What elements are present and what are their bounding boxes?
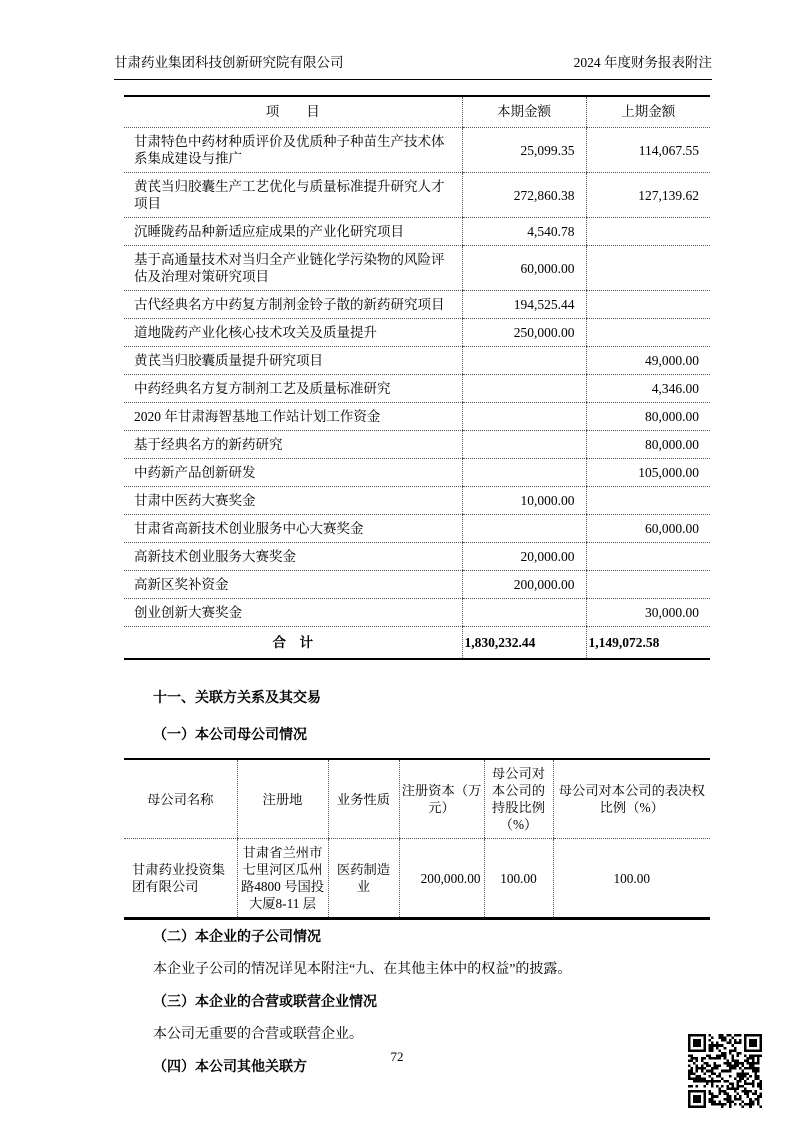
subsection-heading-joint-ventures: （三）本企业的合营或联营企业情况 [153,995,377,1010]
prior-amount-cell [586,246,710,291]
table-row [124,173,710,218]
col-header-current-amount: 本期金额 [462,96,586,128]
current-amount-cell [462,599,586,627]
prior-amount-cell: 80,000.00 [586,431,710,459]
parent-name-cell: 甘肃药业投资集团有限公司 [132,862,226,894]
prior-amount-cell: 127,139.62 [586,173,710,218]
grants-table-body [124,128,710,627]
prior-amount-cell: 114,067.55 [586,128,710,173]
table-row [124,543,710,571]
current-amount-cell [462,403,586,431]
current-amount-cell: 25,099.35 [462,128,586,173]
table-row [124,571,710,599]
item-cell: 基于经典名方的新药研究 [124,431,462,459]
current-amount-cell [462,375,586,403]
item-cell: 高新区奖补资金 [124,571,462,599]
prior-amount-cell [586,487,710,515]
prior-amount-cell [586,218,710,246]
total-label: 合 计 [272,635,313,650]
total-prior-amount: 1,149,072.58 [586,627,710,660]
col-header-prior-amount: 上期金额 [586,96,710,128]
subsection-heading-other-related-parties: （四）本公司其他关联方 [153,1060,307,1075]
table-row [124,375,710,403]
subsection-heading-parent-company: （一）本公司母公司情况 [153,728,307,743]
table-row [124,599,710,627]
col-header-registered-capital: 注册资本（万元） [399,759,484,839]
document-header [114,54,712,71]
col-header-business-nature: 业务性质 [328,759,399,839]
col-header-registered-location: 注册地 [237,759,328,839]
item-cell: 高新技术创业服务大赛奖金 [124,543,462,571]
header-report-title: 2024 年度财务报表附注 [573,55,712,70]
current-amount-cell [462,347,586,375]
table-row [124,128,710,173]
table-row [124,515,710,543]
current-amount-cell: 272,860.38 [462,173,586,218]
item-cell: 沉睡陇药品种新适应症成果的产业化研究项目 [124,218,462,246]
item-cell: 基于高通量技术对当归全产业链化学污染物的风险评估及治理对策研究项目 [124,246,462,291]
current-amount-cell [462,459,586,487]
table-row [124,487,710,515]
parent-capital-cell: 200,000.00 [399,839,484,919]
parent-company-row [124,839,710,919]
current-amount-cell: 10,000.00 [462,487,586,515]
grants-table [124,95,710,660]
table-row [124,347,710,375]
item-cell: 中药经典名方复方制剂工艺及质量标准研究 [124,375,462,403]
current-amount-cell: 60,000.00 [462,246,586,291]
item-cell: 2020 年甘肃海智基地工作站计划工作资金 [124,403,462,431]
prior-amount-cell: 30,000.00 [586,599,710,627]
prior-amount-cell: 4,346.00 [586,375,710,403]
table-row [124,459,710,487]
prior-amount-cell [586,319,710,347]
current-amount-cell: 200,000.00 [462,571,586,599]
item-cell: 黄芪当归胶囊生产工艺优化与质量标准提升研究人才项目 [124,173,462,218]
col-header-item: 项 目 [124,96,462,128]
prior-amount-cell: 60,000.00 [586,515,710,543]
joint-ventures-paragraph: 本公司无重要的合营或联营企业。 [153,1027,363,1042]
parent-company-table [124,758,710,920]
table-row [124,291,710,319]
table-row [124,403,710,431]
current-amount-cell: 194,525.44 [462,291,586,319]
subsection-heading-subsidiaries: （二）本企业的子公司情况 [153,930,321,945]
item-cell: 甘肃省高新技术创业服务中心大赛奖金 [124,515,462,543]
col-header-parent-name: 母公司名称 [124,759,237,839]
prior-amount-cell: 80,000.00 [586,403,710,431]
parent-shareholding-cell: 100.00 [484,839,553,919]
item-cell: 道地陇药产业化核心技术攻关及质量提升 [124,319,462,347]
total-current-amount: 1,830,232.44 [462,627,586,660]
item-cell: 古代经典名方中药复方制剂金铃子散的新药研究项目 [124,291,462,319]
parent-business-cell: 医药制造业 [328,839,399,919]
table-row [124,246,710,291]
prior-amount-cell [586,543,710,571]
item-cell: 甘肃特色中药材种质评价及优质种子种苗生产技术体系集成建设与推广 [124,128,462,173]
current-amount-cell: 20,000.00 [462,543,586,571]
grants-total-row [124,627,710,660]
current-amount-cell: 250,000.00 [462,319,586,347]
prior-amount-cell [586,291,710,319]
prior-amount-cell: 49,000.00 [586,347,710,375]
current-amount-cell [462,431,586,459]
item-cell: 创业创新大赛奖金 [124,599,462,627]
header-company-name: 甘肃药业集团科技创新研究院有限公司 [114,55,344,70]
table-row [124,431,710,459]
col-header-voting-ratio: 母公司对本公司的表决权比例（%） [553,759,710,839]
table-row [124,319,710,347]
subsidiaries-paragraph: 本企业子公司的情况详见本附注“九、在其他主体中的权益”的披露。 [153,962,572,977]
page-number: 72 [390,1049,404,1064]
current-amount-cell [462,515,586,543]
prior-amount-cell: 105,000.00 [586,459,710,487]
grants-header-row [124,96,710,128]
item-cell: 中药新产品创新研发 [124,459,462,487]
header-divider [114,79,712,80]
parent-voting-cell: 100.00 [553,839,710,919]
table-row [124,218,710,246]
qr-code [688,1034,762,1108]
section-heading-related-parties: 十一、关联方关系及其交易 [153,691,321,706]
current-amount-cell: 4,540.78 [462,218,586,246]
parent-location-cell: 甘肃省兰州市七里河区瓜州路4800 号国投大厦8-11 层 [237,839,328,919]
parent-table-header-row [124,759,710,839]
col-header-shareholding-ratio: 母公司对本公司的持股比例（%） [484,759,553,839]
item-cell: 黄芪当归胶囊质量提升研究项目 [124,347,462,375]
item-cell: 甘肃中医药大赛奖金 [124,487,462,515]
prior-amount-cell [586,571,710,599]
